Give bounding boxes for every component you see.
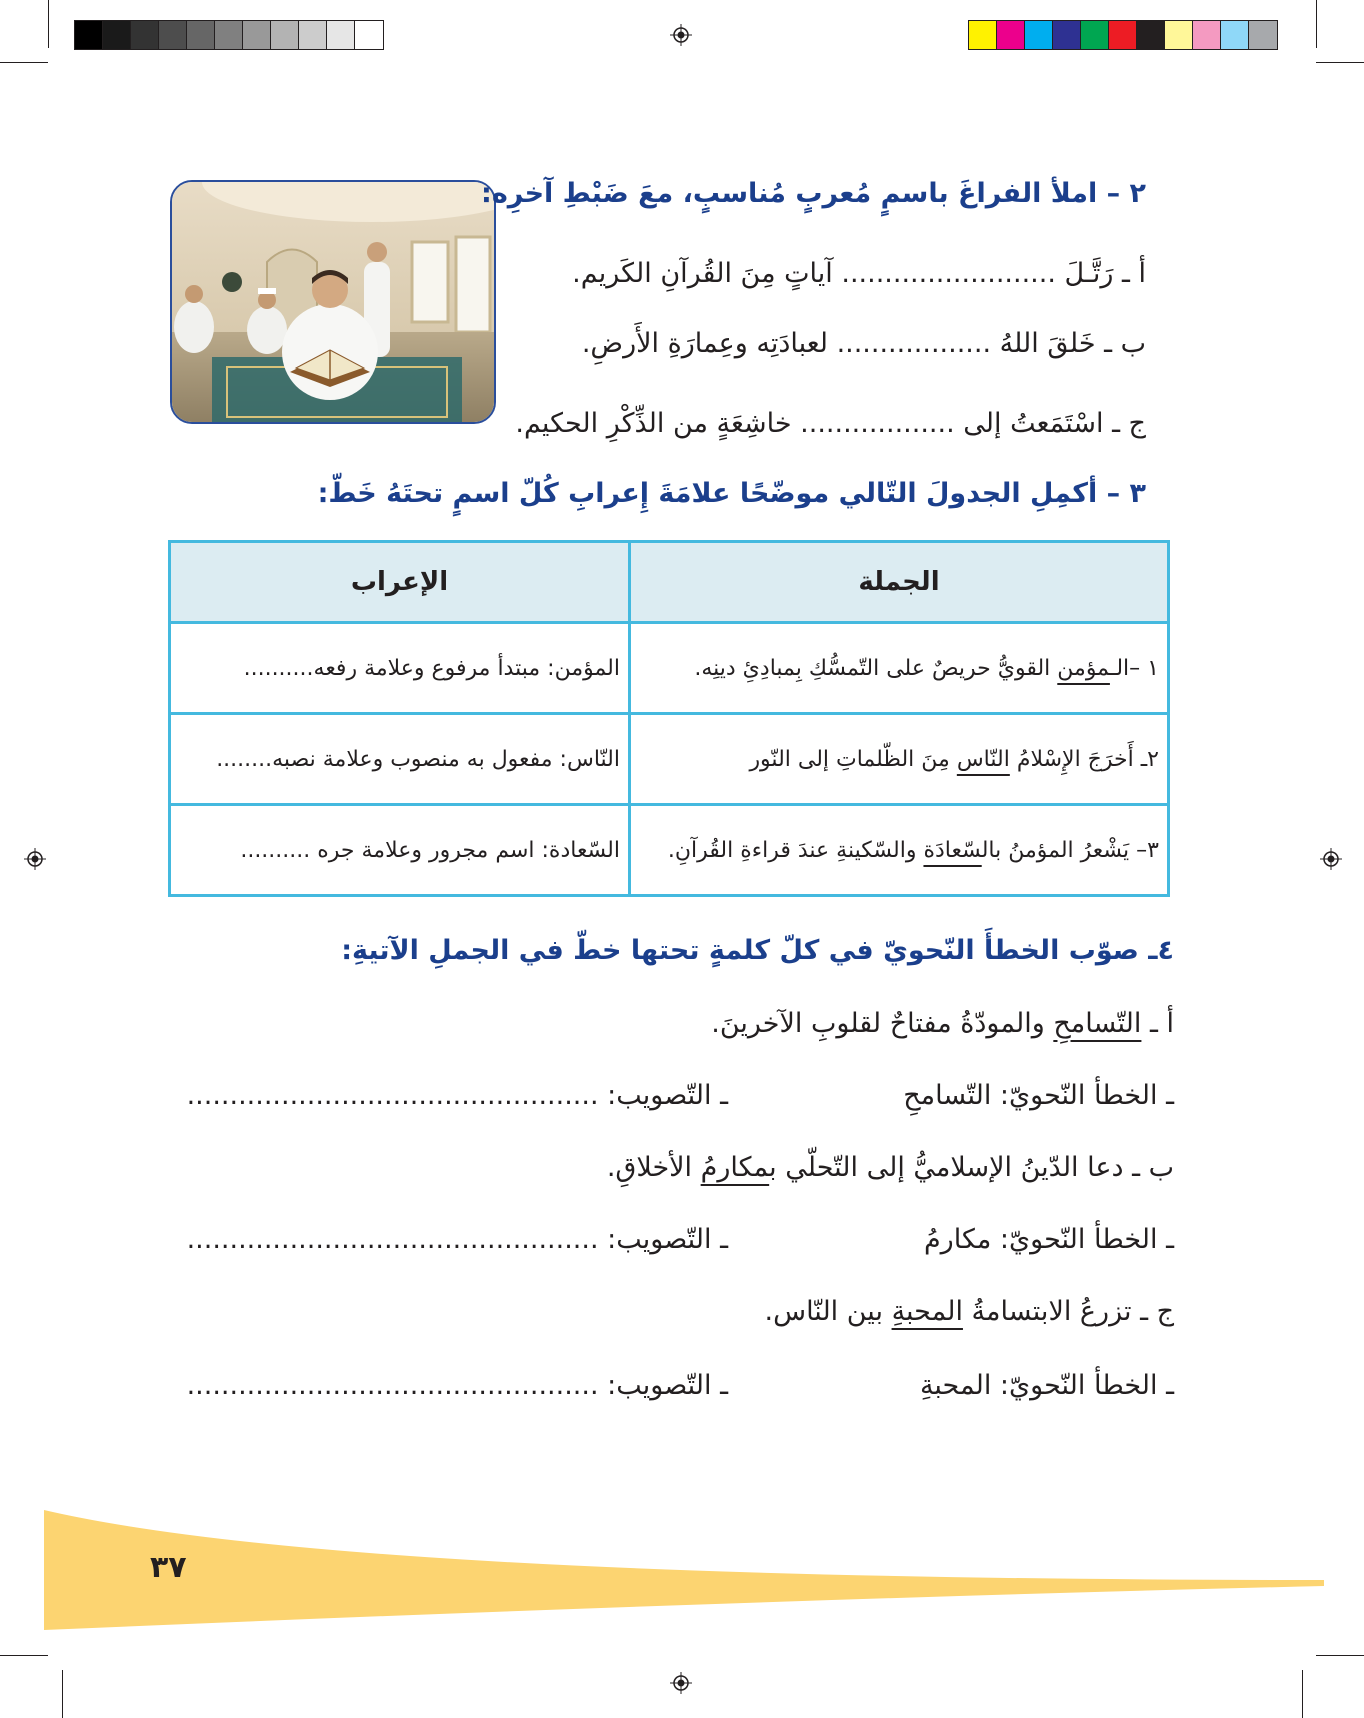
table-row [170, 714, 1169, 805]
exercise-2-item-b: ب ـ خَلقَ اللهُ .................. لعبادَتِه وعِمارَةِ الأَرضِ. [581, 328, 1146, 359]
exercise-4-correction-c: ـ التّصويب: ................................................ [186, 1370, 728, 1401]
sentence-text: القويُّ حريصٌ على التّمسُّكِ بِمبادِئِ دينِه. [694, 655, 1058, 681]
color-calibration-bar [968, 20, 1278, 50]
underlined-word: المحبةِ [891, 1296, 963, 1327]
exercise-2-item-a: أ ـ رَتَّـلَ ......................... آياتٍ مِنَ القُرآنِ الكَريم. [572, 258, 1146, 289]
sentence-text: ج ـ تزرعُ الابتسامةُ [962, 1296, 1174, 1327]
underlined-word: النّاس [956, 746, 1010, 772]
parsing-table [168, 540, 1170, 897]
crop-mark [0, 1655, 48, 1656]
sentence-text: ٣– يَشْعرُ المؤمنُ بال [981, 837, 1159, 863]
exercise-2-heading: ٢ – املأ الفراغَ باسمٍ مُعربٍ مُناسبٍ، معَ ضَبْطِ آخرِه: [481, 178, 1146, 209]
exercise-4-correction-a: ـ التّصويب: ................................................ [186, 1080, 728, 1111]
underlined-word: مؤمن [1057, 655, 1110, 681]
crop-mark [0, 62, 48, 63]
mosque-photo [170, 180, 496, 424]
exercise-4-sentence-b [607, 1152, 1174, 1183]
underlined-word: التّسامحِ [1053, 1008, 1142, 1039]
crop-mark [1302, 1670, 1303, 1718]
column-header-sentence: الجملة [630, 542, 1169, 623]
exercise-4-error-a: ـ الخطأ النّحويّ: التّسامحِ [903, 1080, 1174, 1111]
table-row [170, 805, 1169, 896]
crop-mark [48, 0, 49, 48]
page-footer-band [44, 1510, 1324, 1630]
page-number: ٣٧ [150, 1550, 187, 1585]
parsing-cell: النّاس: مفعول به منصوب وعلامة نصبه........ [170, 714, 630, 805]
mosque-scene-illustration [172, 182, 494, 422]
crop-mark [1316, 62, 1364, 63]
sentence-text: ب ـ دعا الدّينُ الإسلاميُّ إلى التّحلّي ب [769, 1152, 1174, 1183]
exercise-2-item-c: ج ـ اسْتَمَعتُ إلى .................. خاشِعَةٍ من الذِّكْرِ الحكيم. [515, 408, 1146, 439]
exercise-4-error-b: ـ الخطأ النّحويّ: مكارمُ [923, 1224, 1174, 1255]
sentence-text: والسّكينةِ عندَ قراءةِ القُرآنِ. [667, 837, 924, 863]
sentence-text: ٢ـ أَخرَجَ الإِسْلامُ [1009, 746, 1159, 772]
sentence-text: بين النّاس. [764, 1296, 892, 1327]
grayscale-calibration-bar [74, 20, 384, 50]
underlined-word: سّعادَة [923, 837, 982, 863]
column-header-parsing: الإعراب [170, 542, 630, 623]
crop-mark [1316, 1655, 1364, 1656]
crop-mark [1316, 0, 1317, 48]
table-row [170, 623, 1169, 714]
registration-mark-icon [670, 24, 692, 46]
exercise-3-heading: ٣ – أكمِلِ الجدولَ التّالي موضّحًا علامَةَ إِعرابِ كُلّ اسمٍ تحتَهُ خَطّ: [317, 478, 1146, 509]
sentence-cell [630, 805, 1169, 896]
sentence-text: ١ –الـ [1109, 655, 1159, 681]
parsing-cell: المؤمن: مبتدأ مرفوع وعلامة رفعه.......... [170, 623, 630, 714]
exercise-4-heading: ٤ـ صوّب الخطأَ النّحويّ في كلّ كلمةٍ تحتها خطّ في الجملِ الآتيةِ: [341, 935, 1174, 966]
exercise-4-sentence-c [765, 1296, 1174, 1327]
table-header-row [170, 542, 1169, 623]
registration-mark-icon [670, 1672, 692, 1694]
crop-mark [62, 1670, 63, 1718]
registration-mark-icon [24, 848, 46, 870]
exercise-4-error-c: ـ الخطأ النّحويّ: المحبةِ [919, 1370, 1174, 1401]
underlined-word: مكارمُ [700, 1152, 770, 1183]
sentence-text: والمودّةُ مفتاحٌ لقلوبِ الآخرينَ. [711, 1008, 1054, 1039]
parsing-cell: السّعادة: اسم مجرور وعلامة جره .......... [170, 805, 630, 896]
sentence-text: الأخلاقِ. [606, 1152, 701, 1183]
sentence-text: مِنَ الظّلماتِ إلى النّور [749, 746, 957, 772]
sentence-cell [630, 623, 1169, 714]
exercise-4-correction-b: ـ التّصويب: ................................................ [186, 1224, 728, 1255]
exercise-4-sentence-a [711, 1008, 1174, 1039]
sentence-text: أ ـ [1141, 1008, 1174, 1039]
sentence-cell [630, 714, 1169, 805]
registration-mark-icon [1320, 848, 1342, 870]
